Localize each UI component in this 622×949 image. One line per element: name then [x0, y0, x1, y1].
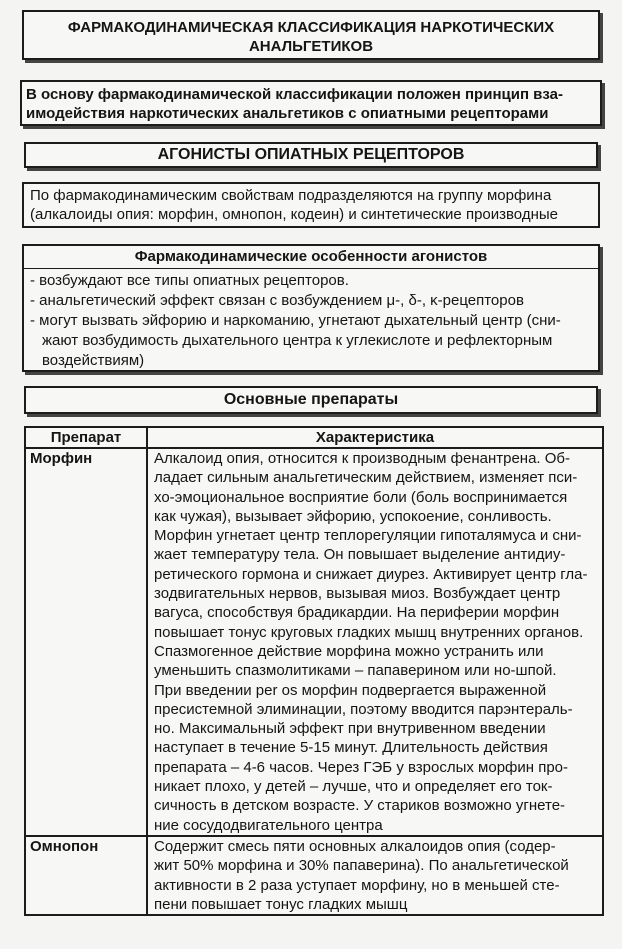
- description-line: ретического гормона и снижает диурез. Активирует центр гла-: [154, 565, 588, 583]
- description-line: ние сосудодвигательного центра: [154, 816, 383, 834]
- feature-item: [30, 291, 592, 311]
- title-line: АНАЛЬГЕТИКОВ: [248, 38, 374, 55]
- description-line: хо-эмоциональное восприятие боли (боль воспринимается: [154, 488, 568, 506]
- description-line: как чужая), вызывает эйфорию, успокоение, сонливость.: [154, 507, 552, 525]
- drug-description: [147, 448, 603, 836]
- col-drug-header: Препарат: [25, 427, 147, 448]
- description-line: активности в 2 раза уступает морфину, но в меньшей сте-: [154, 876, 560, 894]
- feature-text: - анальгетический эффект связан с возбуждением μ-, δ-, κ-рецепторов: [30, 292, 524, 309]
- title-line: ФАРМАКОДИНАМИЧЕСКАЯ КЛАССИФИКАЦИЯ НАРКОТИЧЕСКИХ: [67, 19, 555, 36]
- features-title: Фармакодинамические особенности агонистов: [24, 246, 598, 269]
- agonists-header: АГОНИСТЫ ОПИАТНЫХ РЕЦЕПТОРОВ: [24, 142, 598, 168]
- principle-line: имодействия наркотических анальгетиков с опиатными рецепторами: [26, 105, 549, 122]
- col-desc-header: Характеристика: [147, 427, 603, 448]
- description-line: Содержит смесь пяти основных алкалоидов опия (содер-: [154, 837, 556, 855]
- features-list: [24, 269, 598, 373]
- description-line: наступает в течение 5-15 минут. Длительность действия: [154, 739, 548, 757]
- description-line: пени повышает тонус гладких мышц: [154, 895, 408, 913]
- description-line: При введении per os морфин подвергается выраженной: [154, 681, 547, 699]
- feature-text-cont: воздействиям): [42, 352, 145, 369]
- description-line: повышает тонус круговых гладких мышц внутренних органов.: [154, 623, 584, 641]
- drug-name: Омнопон: [25, 836, 147, 915]
- description-line: жит 50% морфина и 30% папаверина). По анальгетической: [154, 857, 569, 875]
- drug-name: Морфин: [25, 448, 147, 836]
- feature-text: - могут вызвать эйфорию и наркоманию, угнетают дыхательный центр (сни-: [30, 312, 561, 329]
- drugs-table: [24, 426, 604, 916]
- description-line: Спазмогенное действие морфина можно устранить или: [154, 642, 544, 660]
- description-line: зодвигательных нервов, вызывая миоз. Возбуждает центр: [154, 585, 561, 603]
- feature-item: [30, 271, 592, 291]
- feature-text-cont: жают возбудимость дыхательного центра к углекислоте и рефлекторным: [42, 332, 553, 349]
- principle-line: В основу фармакодинамической классификации положен принцип вза-: [26, 86, 563, 103]
- principle-box: [20, 80, 602, 126]
- table-body: [25, 448, 603, 915]
- description-line: Алкалоид опия, относится к производным фенантрена. Об-: [154, 450, 571, 467]
- description-line: но. Максимальный эффект при внутривенном введении: [154, 720, 546, 738]
- description-line: жает температуру тела. Он повышает выделение антидиу-: [154, 546, 566, 564]
- classification-title: [22, 10, 600, 60]
- table-header-row: [25, 427, 603, 448]
- division-line: (алкалоиды опия: морфин, омнопон, кодеин) и синтетические производные: [30, 206, 558, 223]
- feature-text: - возбуждают все типы опиатных рецепторов.: [30, 272, 349, 289]
- drugs-header: Основные препараты: [24, 386, 598, 414]
- table-row: [25, 448, 603, 836]
- division-line: По фармакодинамическим свойствам подразделяются на группу морфина: [30, 187, 552, 204]
- description-line: сичность в детском возрасте. У стариков возможно угнете-: [154, 797, 566, 815]
- description-line: вагуса, способствуя брадикардии. На периферии морфин: [154, 604, 560, 622]
- description-line: ладает сильным анальгетическим действием, изменяет пси-: [154, 469, 578, 487]
- description-line: пресистемной элиминации, поэтому вводится парэнтераль-: [154, 700, 573, 718]
- description-line: препарата – 4-6 часов. Через ГЭБ у взрослых морфин про-: [154, 758, 569, 776]
- features-box: [22, 244, 600, 372]
- division-box: [22, 182, 600, 228]
- feature-item: [30, 311, 592, 371]
- description-line: никает плохо, у детей – лучше, что и определяет его ток-: [154, 778, 553, 796]
- description-line: Морфин угнетает центр теплорегуляции гипоталямуса и сни-: [154, 527, 582, 545]
- drug-description: [147, 836, 603, 915]
- table-row: [25, 836, 603, 915]
- description-line: уменьшить спазмолитиками – папаверином или но-шпой.: [154, 662, 557, 680]
